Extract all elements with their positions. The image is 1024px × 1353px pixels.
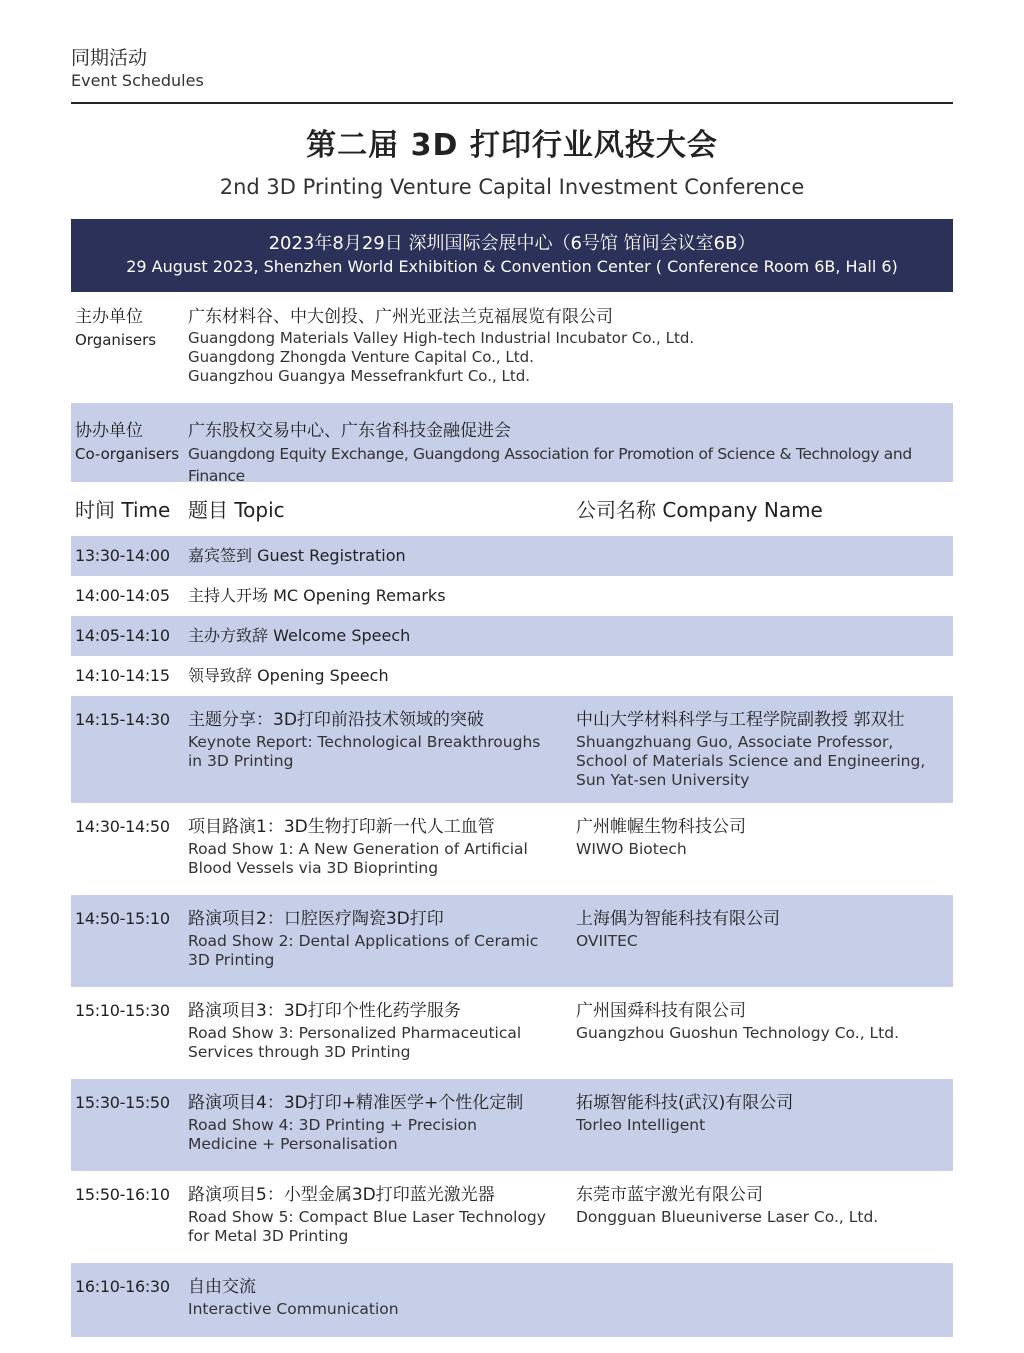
organisers-value-cn: 广东材料谷、中大创投、广州光亚法兰克福展览有限公司 [188,307,613,327]
row-topic-en: Services through 3D Printing [188,1043,411,1061]
organisers-block [71,305,953,395]
header-topic: 题目 Topic [188,498,285,522]
row-time: 14:05-14:10 [75,626,170,645]
row-company [576,708,946,790]
row-topic-cn: 路演项目4：3D打印+精准医学+个性化定制 [188,1093,524,1113]
row-topic-cn: 主题分享：3D打印前沿技术领域的突破 [188,710,484,730]
co-organisers-value-cn: 广东股权交易中心、广东省科技金融促进会 [188,421,511,441]
row-topic-en: Road Show 3: Personalized Pharmaceutical [188,1024,522,1042]
page-title-cn: 第二届 3D 打印行业风投大会 [306,128,718,163]
table-row [71,987,953,1079]
row-topic [188,625,548,647]
row-topic-cn: 路演项目3：3D打印个性化药学服务 [188,1001,461,1021]
table-row [71,895,953,987]
organisers-label-en: Organisers [75,331,157,349]
row-topic-text: 嘉宾签到 Guest Registration [188,546,406,565]
row-company-cn: 东莞市蓝宇激光有限公司 [576,1185,763,1205]
section-title-en: Event Schedules [71,71,204,90]
co-organisers-value [188,419,953,487]
row-topic [188,1183,548,1246]
row-topic-en: 3D Printing [188,951,275,969]
co-organisers-label-cn: 协办单位 [75,421,143,441]
row-company [576,815,946,859]
row-time: 16:10-16:30 [75,1277,170,1296]
date-venue-banner [71,219,953,292]
row-topic-en: for Metal 3D Printing [188,1227,349,1245]
banner-en: 29 August 2023, Shenzhen World Exhibition & Convention Center ( Conference Room 6B, Hall 6) [126,257,898,276]
table-row [71,616,953,656]
row-topic [188,585,548,607]
organiser-en-2: Guangdong Zhongda Venture Capital Co., Ltd. [188,348,534,366]
row-time: 15:10-15:30 [75,1001,170,1020]
section-header [71,46,204,92]
row-topic-en: Interactive Communication [188,1300,399,1318]
row-topic [188,1091,548,1154]
row-company-cn: 上海偶为智能科技有限公司 [576,909,780,929]
row-company-cn: 广州国舜科技有限公司 [576,1001,746,1021]
row-company [576,1183,946,1227]
row-company-en: WIWO Biotech [576,840,687,858]
row-time: 14:10-14:15 [75,666,170,685]
table-row [71,1079,953,1171]
row-topic [188,708,548,771]
row-topic-cn: 路演项目2：口腔医疗陶瓷3D打印 [188,909,444,929]
organiser-en-3: Guangzhou Guangya Messefrankfurt Co., Ltd. [188,367,531,385]
organisers-label-cn: 主办单位 [75,307,143,327]
table-row [71,803,953,895]
table-row [71,1263,953,1337]
row-topic-en: Road Show 5: Compact Blue Laser Technology [188,1208,546,1226]
row-company-en: Dongguan Blueuniverse Laser Co., Ltd. [576,1208,879,1226]
schedule-table-header [71,495,953,525]
table-row [71,656,953,696]
row-company-en: Torleo Intelligent [576,1116,706,1134]
row-time: 15:50-16:10 [75,1185,170,1204]
row-company-en: Guangzhou Guoshun Technology Co., Ltd. [576,1024,900,1042]
row-topic [188,545,548,567]
row-topic-en: Road Show 2: Dental Applications of Ceramic [188,932,539,950]
header-divider [71,102,953,104]
row-time: 14:15-14:30 [75,710,170,729]
row-topic-en: Road Show 4: 3D Printing + Precision [188,1116,477,1134]
row-topic [188,999,548,1062]
row-time: 14:50-15:10 [75,909,170,928]
row-company-cn: 中山大学材料科学与工程学院副教授 郭双壮 [576,710,905,730]
table-row [71,1171,953,1263]
co-organisers-value-en: Guangdong Equity Exchange, Guangdong Association for Promotion of Science & Technology and Finance [188,445,912,485]
row-topic [188,1275,548,1319]
row-company [576,999,946,1043]
co-organisers-label-en: Co-organisers [75,445,180,463]
row-topic [188,665,548,687]
row-topic-en: Road Show 1: A New Generation of Artificial [188,840,528,858]
row-topic-cn: 自由交流 [188,1277,256,1297]
row-topic-text: 主持人开场 MC Opening Remarks [188,586,446,605]
co-organisers-label [75,419,179,465]
co-organisers-block [71,403,953,485]
row-company [576,907,946,951]
row-company-en: School of Materials Science and Engineering, [576,752,926,770]
organiser-en-1: Guangdong Materials Valley High-tech Industrial Incubator Co., Ltd. [188,329,695,347]
page-title-en: 2nd 3D Printing Venture Capital Investment Conference [219,175,805,199]
row-company-cn: 拓塬智能科技(武汉)有限公司 [576,1093,794,1113]
row-topic-en: Medicine + Personalisation [188,1135,398,1153]
row-company-en: OVIITEC [576,932,638,950]
section-title-cn: 同期活动 [71,47,148,69]
row-topic-cn: 项目路演1：3D生物打印新一代人工血管 [188,817,495,837]
organisers-value [188,305,694,386]
row-topic-en: Keynote Report: Technological Breakthroughs [188,733,541,751]
row-company-cn: 广州帷幄生物科技公司 [576,817,746,837]
row-company-en: Shuangzhuang Guo, Associate Professor, [576,733,894,751]
row-topic-cn: 路演项目5：小型金属3D打印蓝光激光器 [188,1185,495,1205]
header-company: 公司名称 Company Name [576,498,823,522]
row-time: 14:30-14:50 [75,817,170,836]
row-topic-en: Blood Vessels via 3D Bioprinting [188,859,439,877]
banner-cn: 2023年8月29日 深圳国际会展中心（6号馆 馆间会议室6B） [268,233,756,254]
row-time: 14:00-14:05 [75,586,170,605]
table-row [71,536,953,576]
row-time: 15:30-15:50 [75,1093,170,1112]
row-topic-en: in 3D Printing [188,752,294,770]
row-topic [188,907,548,970]
row-company-en: Sun Yat-sen University [576,771,750,789]
header-time: 时间 Time [75,498,171,522]
row-topic [188,815,548,878]
row-topic-text: 领导致辞 Opening Speech [188,666,389,685]
table-row [71,576,953,616]
row-topic-text: 主办方致辞 Welcome Speech [188,626,411,645]
row-company [576,1091,946,1135]
organisers-label [75,305,156,351]
row-time: 13:30-14:00 [75,546,170,565]
table-row [71,696,953,803]
